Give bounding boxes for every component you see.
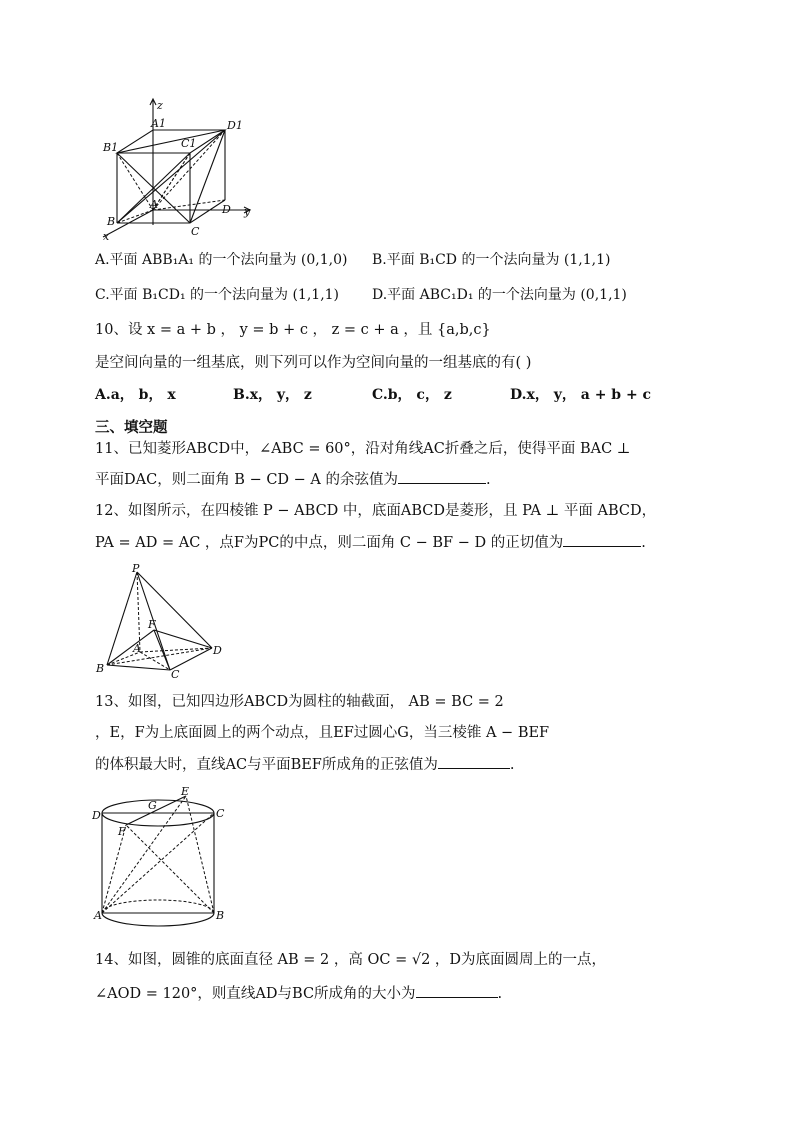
q10-option-c: C.b， c， z — [372, 387, 452, 403]
q13-line3 — [95, 754, 514, 775]
fig2-label-d: D — [213, 644, 222, 657]
q13-line2: ，E，F为上底面圆上的两个动点，且EF过圆心G，当三棱锥 A − BEF — [95, 725, 550, 741]
fig1-label-d: D — [222, 203, 231, 216]
fig3-label-a: A — [94, 909, 102, 922]
q12-period: . — [641, 535, 646, 551]
q10-line2: 是空间向量的一组基底，则下列可以作为空间向量的一组基底的有( ) — [95, 355, 532, 371]
fig1-label-d1: D1 — [227, 119, 243, 132]
q9-option-c: C.平面 B₁CD₁ 的一个法向量为 (1,1,1) — [95, 287, 340, 303]
q13-line3-text: 的体积最大时，直线AC与平面BEF所成角的正弦值为 — [95, 757, 438, 773]
q12-line2 — [95, 532, 646, 553]
q14-line1: 14、如图，圆锥的底面直径 AB = 2 ，高 OC = √2 ，D为底面圆周上的一点， — [95, 952, 607, 968]
q12-line2-text: PA = AD = AC ，点F为PC的中点，则二面角 C − BF − D 的正切值为 — [95, 535, 564, 551]
q13-answer-blank[interactable] — [438, 754, 510, 769]
fig2-label-c: C — [171, 668, 180, 680]
q14-answer-blank[interactable] — [416, 983, 498, 998]
q11-answer-blank[interactable] — [398, 469, 486, 484]
q14-line2-text: ∠AOD = 120°，则直线AD与BC所成角的大小为 — [95, 986, 416, 1002]
q9-option-a: A.平面 ABB₁A₁ 的一个法向量为 (0,1,0) — [95, 252, 348, 268]
q11-period: . — [486, 472, 491, 488]
q9-option-b: B.平面 B₁CD 的一个法向量为 (1,1,1) — [372, 252, 611, 268]
q14-line2 — [95, 983, 502, 1004]
fig3-label-g: G — [148, 799, 157, 812]
q11-line1: 11、已知菱形ABCD中，∠ABC = 60°，沿对角线AC折叠之后，使得平面 BAC ⊥ — [95, 441, 631, 457]
fig1-label-a: A — [150, 198, 158, 211]
fig3-label-d: D — [92, 809, 101, 822]
fig2-label-a: A — [133, 642, 141, 655]
section-title: 三、填空题 — [95, 420, 168, 436]
fig3-label-f: F — [118, 825, 126, 838]
fig1-label-b1: B1 — [103, 141, 119, 154]
q13-period: . — [509, 757, 515, 773]
fig1-label-b: B — [107, 215, 116, 228]
q10-option-b: B.x， y， z — [233, 387, 312, 403]
figure-cube — [95, 95, 265, 245]
q12-answer-blank[interactable] — [563, 532, 641, 547]
fig3-label-b: B — [216, 909, 225, 922]
q9-option-d: D.平面 ABC₁D₁ 的一个法向量为 (0,1,1) — [372, 287, 627, 303]
fig1-label-c1: C1 — [181, 137, 197, 150]
q12-line1: 12、如图所示，在四棱锥 P − ABCD 中，底面ABCD是菱形，且 PA ⊥ 平面 ABCD， — [95, 503, 657, 519]
fig1-label-a1: A1 — [151, 117, 166, 130]
fig3-label-c: C — [216, 807, 225, 820]
q13-line1: 13、如图，已知四边形ABCD为圆柱的轴截面， AB = BC = 2 — [95, 694, 504, 710]
figure-pyramid — [92, 560, 232, 680]
q10-option-d: D.x， y， a + b + c — [510, 387, 652, 403]
fig2-label-p: P — [132, 562, 140, 575]
q11-line2-text: 平面DAC，则二面角 B − CD − A 的余弦值为 — [95, 472, 398, 488]
fig1-label-x: x — [103, 230, 110, 243]
fig1-label-z: z — [157, 99, 163, 112]
q10-line1: 10、设 x = a + b ， y = b + c ， z = c + a ，且 {a,b,c} — [95, 322, 491, 338]
q11-line2 — [95, 469, 491, 490]
q10-option-a: A.a， b， x — [95, 387, 176, 403]
figure-cylinder — [92, 785, 232, 930]
fig2-label-b: B — [96, 662, 105, 675]
fig1-label-c: C — [191, 225, 200, 238]
fig1-label-y: y — [244, 205, 251, 218]
q14-period: . — [497, 986, 503, 1002]
fig2-label-f: F — [148, 618, 156, 631]
fig3-label-e: E — [181, 785, 190, 798]
